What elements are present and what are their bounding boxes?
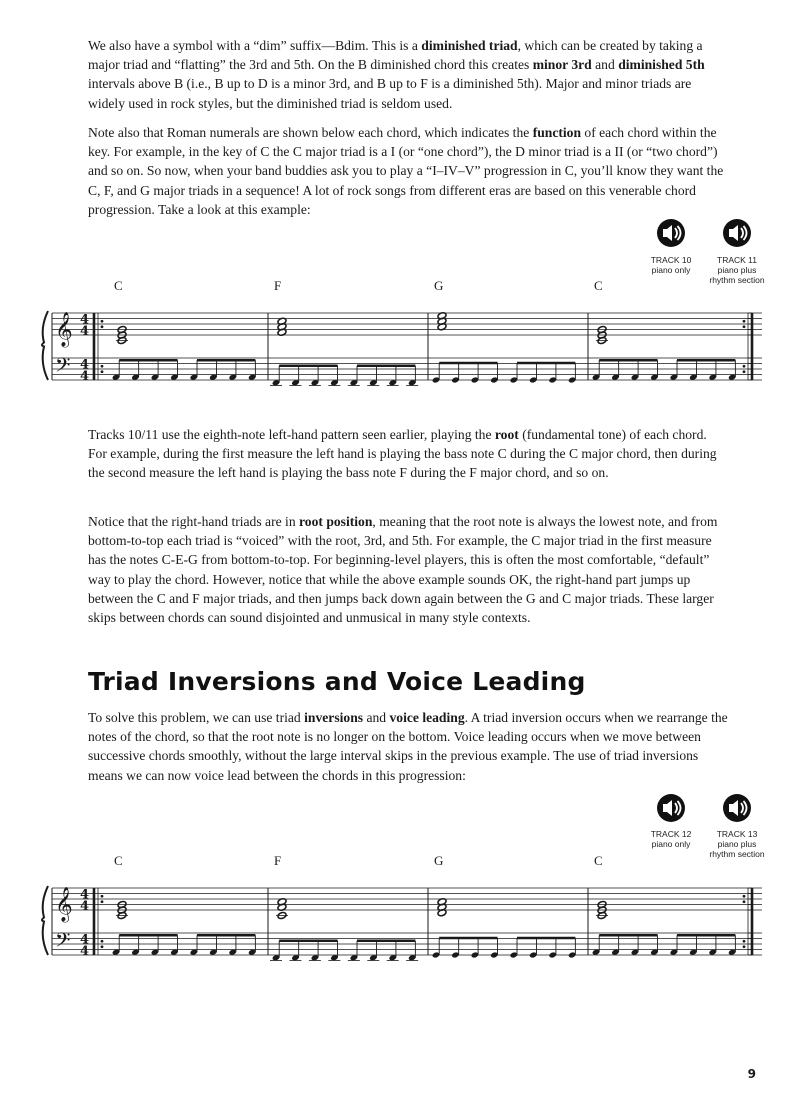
repeat-dot xyxy=(101,320,104,323)
brace xyxy=(42,886,48,955)
chord-label: F xyxy=(274,278,282,293)
music-example-inversions xyxy=(50,855,770,965)
text: , which can be created by taking a major triad and “flatting” the 3rd and 5th. On the B diminished chord this creates xyxy=(88,38,703,73)
track-description: rhythm section xyxy=(709,275,765,285)
page-number: 9 xyxy=(747,1067,756,1081)
repeat-dot xyxy=(743,320,746,323)
text: Notice that the right-hand triads are in xyxy=(88,514,300,529)
paragraph-roman-numerals xyxy=(88,123,728,219)
repeat-dot xyxy=(101,325,104,328)
repeat-dot xyxy=(743,945,746,948)
text: We also have a symbol with a “dim” suffix—Bdim. This is a xyxy=(88,38,422,53)
chord-label: C xyxy=(594,278,603,293)
repeat-dot xyxy=(101,945,104,948)
track-name: TRACK 10 xyxy=(650,255,692,265)
brace xyxy=(42,311,48,380)
bass-clef: 𝄢 xyxy=(55,928,71,957)
track-10-label xyxy=(634,255,708,275)
repeat-dot xyxy=(101,900,104,903)
track-name: TRACK 11 xyxy=(717,255,757,265)
repeat-dot xyxy=(101,370,104,373)
track-name: TRACK 13 xyxy=(716,829,758,839)
paragraph-root-position xyxy=(88,512,728,627)
treble-clef: 𝄞 xyxy=(55,312,73,347)
term-diminished-triad: diminished triad xyxy=(421,38,518,53)
term-root-position: root position xyxy=(299,514,373,529)
time-signature-top: 4 xyxy=(80,932,90,948)
treble-clef: 𝄞 xyxy=(55,887,73,922)
music-example-root-position xyxy=(50,280,770,390)
time-signature-bottom: 4 xyxy=(80,944,90,959)
repeat-dot xyxy=(743,370,746,373)
repeat-dot xyxy=(101,895,104,898)
time-signature-top: 4 xyxy=(80,312,90,328)
term-voice-leading: voice leading xyxy=(389,710,465,725)
track-description: piano plus xyxy=(717,839,757,849)
text: , meaning that the root note is always the lowest note, and from bottom-to-top each triad is “voiced” with the root, 3rd, and 5th. For example, the C major triad in the first measure has the notes C-E-G from bottom-to-top. For beginning-level players, this is often the most comfortable, “default” way to play the chord. However, notice that while the above example sounds OK, the right-hand part jumps up between the C and F major triads, and then jumps back down again between the G and C major triads. These larger skips between chords can sound disjointed and unmusical in many style contexts. xyxy=(88,514,718,626)
repeat-dot xyxy=(743,940,746,943)
chord-label: G xyxy=(434,853,444,868)
repeat-dot xyxy=(101,940,104,943)
track-12-label xyxy=(634,829,708,849)
text: and xyxy=(363,710,390,725)
chord-label: C xyxy=(114,278,123,293)
paragraph-tracks-10-11 xyxy=(88,425,728,483)
text: . A triad inversion occurs when we rearrange the notes of the chord, so that the root note is no longer on the bottom. Voice leading occurs when we move between successive chords smoothly, without the large interval skips in the previous example. The use of triad inversions means we can now voice lead between the chords in this progression: xyxy=(88,710,728,783)
time-signature-top: 4 xyxy=(80,887,90,903)
chord-label: C xyxy=(594,853,603,868)
audio-track-icon[interactable] xyxy=(722,793,752,823)
time-signature-bottom: 4 xyxy=(80,899,90,914)
section-heading: Triad Inversions and Voice Leading xyxy=(88,667,586,696)
chord-label: F xyxy=(274,853,282,868)
audio-track-icon[interactable] xyxy=(722,218,752,248)
text: intervals above B (i.e., B up to D is a minor 3rd, and B up to F is a diminished 5th). Major and minor triads are widely used in rock styles, but the diminished triad is seldom used. xyxy=(88,76,692,111)
text: To solve this problem, we can use triad xyxy=(88,710,305,725)
track-description: piano only xyxy=(651,839,691,849)
track-description: piano plus xyxy=(717,265,757,275)
paragraph-diminished-triad xyxy=(88,36,728,113)
repeat-dot xyxy=(101,365,104,368)
paragraph-inversions xyxy=(88,708,728,785)
time-signature-top: 4 xyxy=(80,357,90,373)
term-minor-3rd: minor 3rd xyxy=(532,57,592,73)
time-signature-bottom: 4 xyxy=(80,324,90,339)
track-description: piano only xyxy=(651,265,691,275)
text: and xyxy=(591,57,619,73)
repeat-dot xyxy=(743,900,746,903)
repeat-dot xyxy=(743,365,746,368)
text: of each chord within the key. For example, in the key of C the C major triad is a I (or “one chord”), the D minor triad is a II (or “two chord”) and so on. So now, when your band buddies ask you to play a “I–IV–V” progression in C, you’ll know they want the C, F, and G major triads in a sequence! A lot of rock songs from different eras are based on this venerable chord progression. Take a look at this example: xyxy=(88,125,724,217)
repeat-dot xyxy=(743,895,746,898)
chord-label: G xyxy=(434,278,444,293)
term-diminished-5th: diminished 5th xyxy=(618,57,705,73)
text: Note also that Roman numerals are shown below each chord, which indicates the xyxy=(88,125,533,140)
term-inversions: inversions xyxy=(304,710,364,725)
time-signature-bottom: 4 xyxy=(80,369,90,384)
term-function: function xyxy=(532,125,582,140)
track-description: rhythm section xyxy=(709,849,765,859)
audio-track-icon[interactable] xyxy=(656,793,686,823)
chord-label: C xyxy=(114,853,123,868)
audio-track-icon[interactable] xyxy=(656,218,686,248)
repeat-dot xyxy=(743,325,746,328)
text: (fundamental tone) of each chord. For example, during the first measure the left hand is playing the bass note C during the C major chord, then during the second measure the left hand is playing the bass note F during the F major chord, and so on. xyxy=(88,427,717,481)
text: Tracks 10/11 use the eighth-note left-hand pattern seen earlier, playing the xyxy=(88,427,495,442)
track-name: TRACK 12 xyxy=(650,829,692,839)
term-root: root xyxy=(494,427,519,442)
bass-clef: 𝄢 xyxy=(55,353,71,382)
